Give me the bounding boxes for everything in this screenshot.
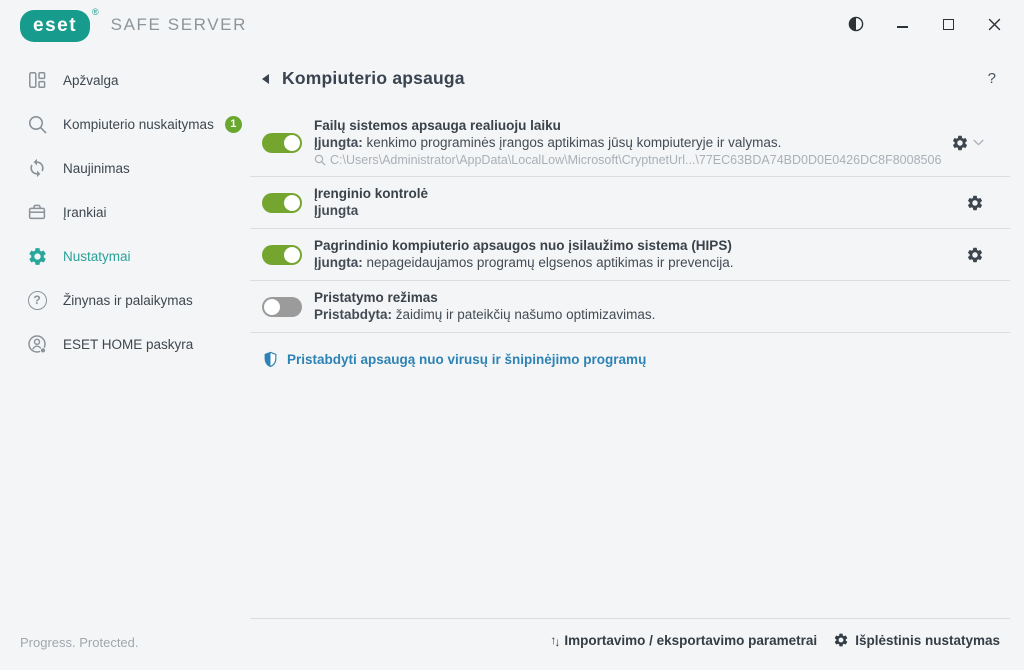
settings-list [250, 109, 1010, 333]
sidebar-item-label: ESET HOME paskyra [63, 336, 194, 352]
overview-icon [26, 69, 48, 91]
row-status [314, 306, 655, 324]
page-header [250, 48, 1010, 95]
account-icon [26, 333, 48, 355]
minimize-button[interactable] [894, 16, 910, 32]
help-button[interactable]: ? [987, 70, 996, 87]
close-button[interactable] [986, 16, 1002, 32]
row-title: Įrenginio kontrolė [314, 186, 429, 201]
row-actions [951, 134, 1010, 152]
row-title: Failų sistemos apsauga realiuoju laiku [314, 118, 561, 133]
row-text [314, 185, 428, 220]
sidebar-item-label: Įrankiai [63, 204, 107, 220]
window-controls [848, 16, 1024, 32]
setting-row-presentation-mode [250, 281, 1010, 333]
status-state: Įjungta: [314, 255, 363, 270]
sidebar-item-label: Žinynas ir palaikymas [63, 292, 193, 308]
gear-icon [26, 245, 48, 267]
setting-row-realtime-protection [250, 109, 1010, 177]
page-title: Kompiuterio apsauga [282, 68, 465, 88]
presentation-mode-toggle[interactable] [262, 297, 302, 317]
sidebar-item-settings[interactable] [0, 234, 250, 278]
row-actions [966, 246, 1010, 264]
eset-logo-box: eset [20, 10, 90, 42]
sidebar-item-tools[interactable] [0, 190, 250, 234]
title-bar [0, 0, 1024, 48]
status-state: Pristabdyta: [314, 307, 393, 322]
hips-toggle[interactable] [262, 245, 302, 265]
row-title: Pagrindinio kompiuterio apsaugos nuo įsilaužimo sistema (HIPS) [314, 238, 732, 253]
status-state: Įjungta [314, 203, 359, 218]
tagline: Progress. Protected. [20, 635, 139, 650]
gear-icon[interactable] [951, 134, 969, 152]
tools-icon [26, 201, 48, 223]
main-panel [250, 48, 1010, 618]
sidebar-item-update[interactable] [0, 146, 250, 190]
device-control-toggle[interactable] [262, 193, 302, 213]
row-status [314, 134, 941, 152]
import-export-icon: ↑ ↓ [550, 633, 559, 649]
row-text [314, 117, 941, 168]
sidebar-item-label: Apžvalga [63, 72, 119, 88]
sidebar [0, 48, 250, 618]
footer-divider [250, 618, 1010, 619]
sidebar-item-eset-home[interactable] [0, 322, 250, 366]
gear-icon[interactable] [966, 246, 984, 264]
back-arrow-icon[interactable] [262, 74, 269, 84]
gear-outline-icon [833, 632, 849, 648]
status-description: kenkimo programinės įrangos aptikimas jūsų kompiuteryje ir valymas. [362, 135, 782, 150]
setting-row-hips [250, 229, 1010, 281]
gear-icon[interactable] [966, 194, 984, 212]
row-title: Pristatymo režimas [314, 290, 438, 305]
scan-path-text: C:\Users\Administrator\AppData\LocalLow\Microsoft\CryptnetUrl...\77EC63BDA74BD0D0E0426DC8F8008506 [330, 153, 942, 167]
sidebar-item-label: Kompiuterio nuskaitymas [63, 116, 214, 132]
sidebar-item-label: Naujinimas [63, 160, 130, 176]
scan-path [314, 152, 941, 168]
import-export-link[interactable] [550, 633, 817, 648]
sidebar-item-help[interactable] [0, 278, 250, 322]
product-name: SAFE SERVER [110, 15, 247, 34]
realtime-protection-toggle[interactable] [262, 133, 302, 153]
registered-mark: ® [92, 7, 99, 17]
footer [0, 618, 1024, 670]
refresh-icon [26, 157, 48, 179]
row-text [314, 237, 733, 272]
chevron-down-icon[interactable] [973, 139, 984, 146]
sidebar-item-computer-scan[interactable] [0, 102, 250, 146]
search-icon [26, 113, 48, 135]
row-text [314, 289, 655, 324]
search-icon [314, 154, 326, 166]
contrast-toggle-icon[interactable] [848, 16, 864, 32]
row-status [314, 202, 428, 220]
advanced-setup-label: Išplėstinis nustatymas [855, 632, 1000, 648]
shield-pause-icon [262, 350, 279, 369]
setting-row-device-control [250, 177, 1010, 229]
sidebar-item-overview[interactable] [0, 58, 250, 102]
footer-links [550, 632, 1000, 648]
advanced-setup-link[interactable] [833, 632, 1000, 648]
pause-protection-label: Pristabdyti apsaugą nuo virusų ir šnipinėjimo programų [287, 352, 647, 367]
pause-protection-link[interactable] [262, 350, 1010, 369]
status-description: nepageidaujamos programų elgsenos aptikimas ir prevencija. [362, 255, 734, 270]
sidebar-item-label: Nustatymai [63, 248, 131, 264]
status-description: žaidimų ir pateikčių našumo optimizavimas. [392, 307, 656, 322]
maximize-button[interactable] [940, 16, 956, 32]
import-export-label: Importavimo / eksportavimo parametrai [564, 632, 818, 648]
status-state: Įjungta: [314, 135, 363, 150]
row-actions [966, 194, 1010, 212]
scan-count-badge: 1 [225, 116, 242, 133]
eset-logo [20, 6, 247, 42]
row-status [314, 254, 733, 272]
help-circle-icon: ? [26, 289, 48, 311]
